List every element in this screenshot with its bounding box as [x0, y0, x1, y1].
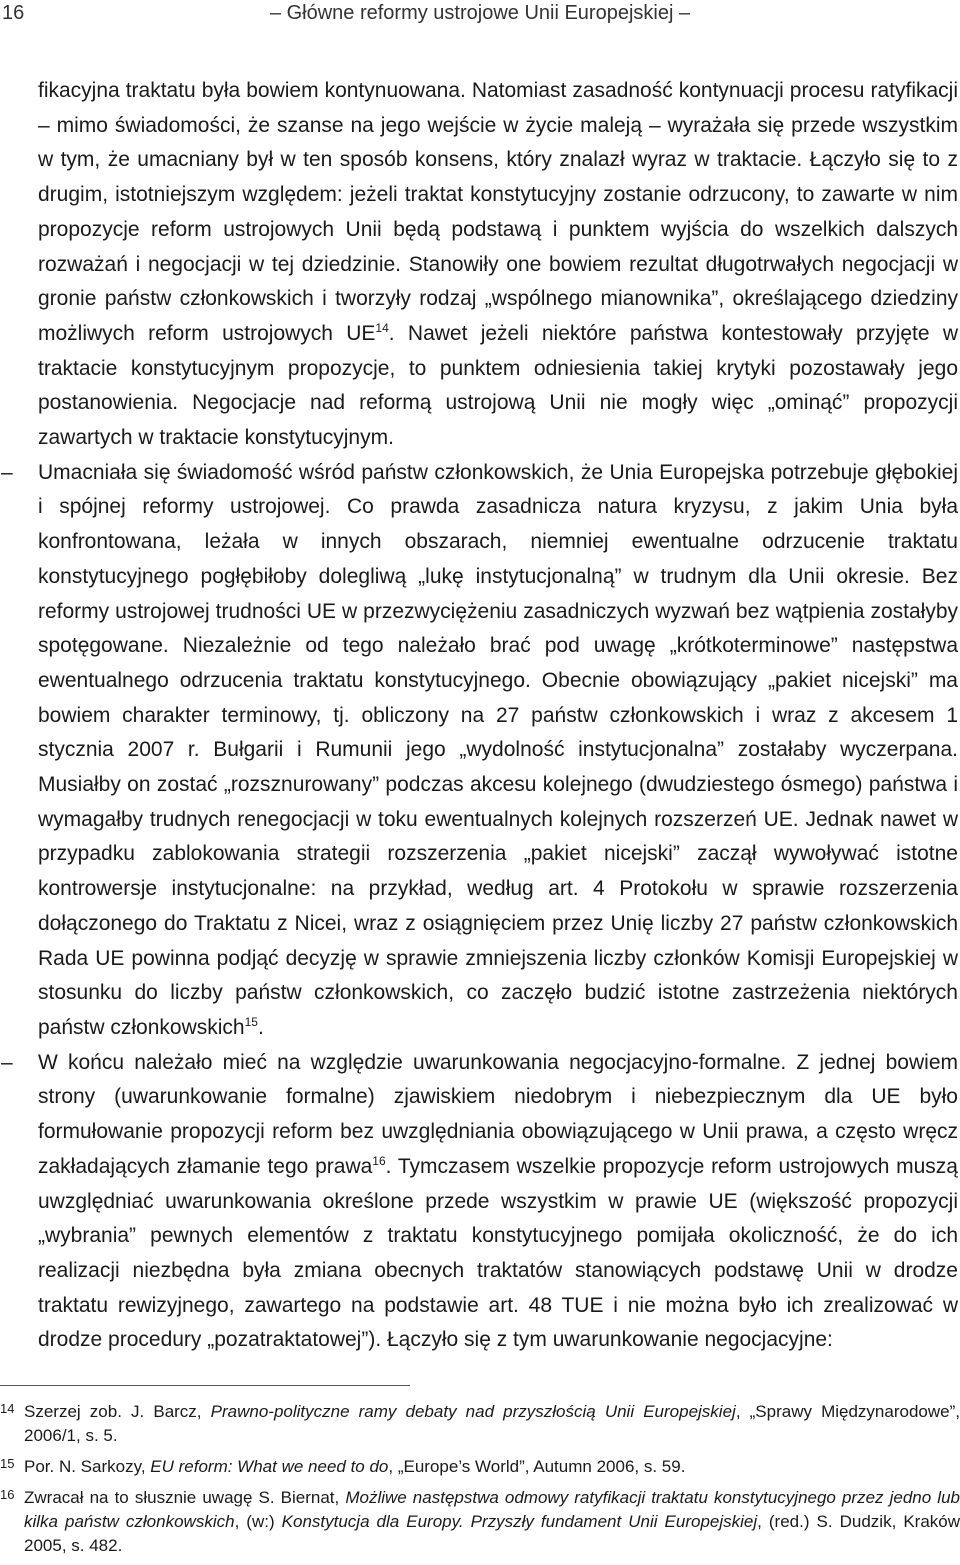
footnote-book-title: Konstytucja dla Europy. Przyszły fundament Unii Europejskiej	[281, 1512, 758, 1531]
footnote-15	[0, 1455, 960, 1479]
footnote-source: , „Sprawy Międzynarodowe”, 2006/1, s. 5.	[24, 1402, 960, 1445]
footnote-text	[24, 1486, 960, 1558]
footnote-number: 14	[0, 1401, 15, 1416]
page-header	[0, 0, 960, 44]
paragraph-1-text: fikacyjna traktatu była bowiem kontynuowana. Natomiast zasadność kontynuacji procesu ratyfikacji – mimo świadomości, że szanse na jego wejście w życie maleją – wyrażała się przede wszystkim w tym, że umacniany był w ten sposób konsens, który znalazł wyraz w traktacie. Łączyło się to z drugim, istotniejszym względem: jeżeli traktat konstytucyjny zostanie odrzucony, to zawarte w nim propozycje reform ustrojowych Unii będą podstawą i punktem wyjścia do wszelkich dalszych rozważań i negocjacji w tej dziedzinie. Stanowiły one bowiem rezultat długotrwałych negocjacji w gronie państw członkowskich i tworzyły rodzaj „wspólnego mianownika”, określającego dziedziny możliwych reform ustrojowych UE	[38, 79, 958, 345]
footnote-ref-14[interactable]: 14	[375, 320, 389, 335]
footnote-16	[0, 1486, 960, 1558]
footnote-author: Zwracał na to słusznie uwagę S. Biernat,	[24, 1488, 346, 1507]
paragraph-1	[38, 74, 958, 456]
footnote-title: Możliwe następstwa odmowy ratyfikacji traktatu konstytucyjnego przez jedno lub kilka państw członkowskich	[24, 1488, 960, 1531]
footnote-ref-15[interactable]: 15	[244, 1014, 258, 1029]
footnote-source: , (red.) S. Dudzik, Kraków 2005, s. 482.	[24, 1512, 960, 1555]
footnotes	[0, 1400, 960, 1565]
footnote-14	[0, 1400, 960, 1448]
footnote-text	[24, 1400, 960, 1448]
body-text	[1, 74, 958, 1358]
paragraph-2-tail: .	[257, 1015, 264, 1039]
paragraph-3	[1, 1046, 958, 1358]
paragraph-2-text: Umacniała się świadomość wśród państw członkowskich, że Unia Europejska potrzebuje głębokiej i spójnej reformy ustrojowej. Co prawda zasadnicza natura kryzysu, z jakim Unia była konfrontowana, leżała w innych obszarach, niemniej ewentualne odrzucenie traktatu konstytucyjnego pogłębiłoby dolegliwą „lukę instytucjonalną” w trudnym dla Unii okresie. Bez reformy ustrojowej trudności UE w przezwyciężeniu zasadniczych wyzwań bez wątpienia zostałyby spotęgowane. Niezależnie od tego należało brać pod uwagę „krótkoterminowe” następstwa ewentualnego odrzucenia traktatu konstytucyjnego. Obecnie obowiązujący „pakiet nicejski” ma bowiem charakter terminowy, tj. obliczony na 27 państw członkowskich i wraz z akcesem 1 stycznia 2007 r. Bułgarii i Rumunii jego „wydolność instytucjonalna” zostałaby wyczerpana. Musiałby on zostać „rozsznurowany” podczas akcesu kolejnego (dwudziestego ósmego) państwa i wymagałby trudnych renegocjacji w toku ewentualnych kolejnych rozszerzeń UE. Jednak nawet w przypadku zablokowania strategii rozszerzenia „pakiet nicejski” zaczął wywoływać istotne kontrowersje instytucjonalne: na przykład, według art. 4 Protokołu w sprawie rozszerzenia dołączonego do Traktatu z Nicei, wraz z osiągnięciem przez Unię liczby 27 państw członkowskich Rada UE powinna podjąć decyzję w sprawie zmniejszenia liczby członków Komisji Europejskiej w stosunku do liczby państw członkowskich, co zaczęło budzić istotne zastrzeżenia niektórych państw członkowskich	[38, 460, 958, 1039]
footnote-text	[24, 1455, 960, 1479]
footnote-number: 15	[0, 1456, 15, 1471]
footnote-author: Por. N. Sarkozy,	[24, 1457, 151, 1476]
paragraph-2	[1, 456, 958, 1046]
running-head: – Główne reformy ustrojowe Unii Europejskiej –	[269, 2, 691, 24]
bullet-dash: –	[1, 460, 13, 484]
bullet-dash: –	[1, 1050, 13, 1074]
page-number: 16	[2, 2, 25, 24]
footnote-connector: , (w:)	[234, 1512, 282, 1531]
footnote-source: , „Europe’s World”, Autumn 2006, s. 59.	[388, 1457, 686, 1476]
footnote-title: EU reform: What we need to do	[150, 1457, 389, 1476]
footnote-divider	[0, 1385, 410, 1386]
paragraph-3-text: W końcu należało mieć na względzie uwarunkowania negocjacyjno-formalne. Z jednej bowiem strony (uwarunkowanie formalne) zjawiskiem niedobrym i niebezpiecznym dla UE było formułowanie propozycji reform bez uwzględniania obowiązującego w Unii prawa, a często wręcz zakładających złamanie tego prawa	[38, 1050, 958, 1178]
paragraph-1-tail: . Nawet jeżeli niektóre państwa kontestowały przyjęte w traktacie konstytucyjnym propozycje, to punktem odniesienia takiej krytyki pozostawały jego postanowienia. Negocjacje nad reformą ustrojową Unii nie mogły więc „ominąć” propozycji zawartych w traktacie konstytucyjnym.	[38, 321, 958, 450]
footnote-author: Szerzej zob. J. Barcz,	[24, 1402, 211, 1421]
paragraph-3-tail: . Tymczasem wszelkie propozycje reform ustrojowych muszą uwzględniać uwarunkowania określone przede wszystkim w prawie UE (większość propozycji „wybrania” pewnych elementów z traktatu konstytucyjnego pomijała okoliczność, że do ich realizacji niezbędna była zmiana obecnych traktatów stanowiących podstawę Unii w drodze traktatu rewizyjnego, zawartego na podstawie art. 48 TUE i nie można było ich zrealizować w drodze procedury „pozatraktatowej”). Łączyło się z tym uwarunkowanie negocjacyjne:	[38, 1154, 958, 1352]
footnote-number: 16	[0, 1487, 15, 1502]
footnote-title: Prawno-polityczne ramy debaty nad przyszłością Unii Europejskiej	[210, 1402, 736, 1421]
footnote-ref-16[interactable]: 16	[372, 1153, 386, 1168]
